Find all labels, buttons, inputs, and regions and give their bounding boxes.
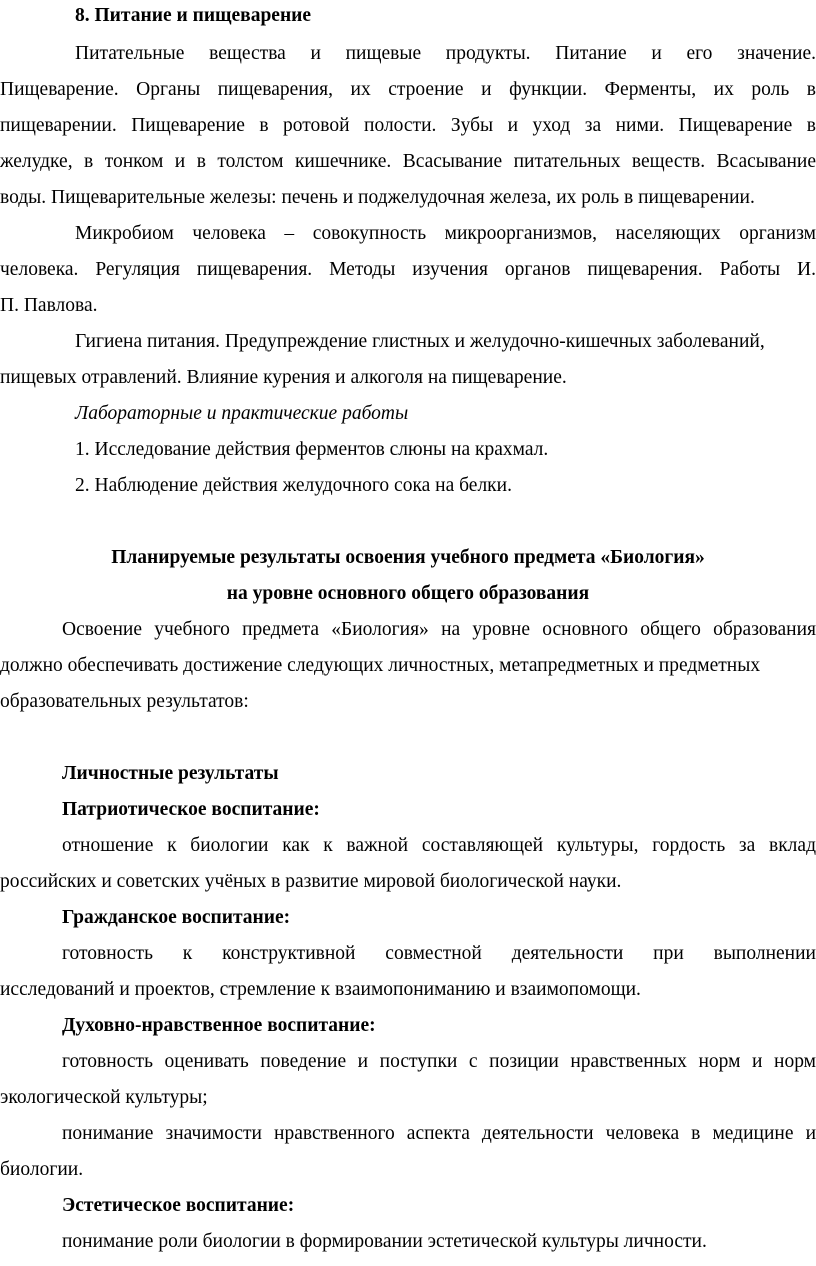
paragraph-line: исследований и проектов, стремление к взаимопониманию и взаимопомощи. <box>0 979 641 1000</box>
paragraph-line: Пищеварение. Органы пищеварения, их строение и функции. Ферменты, их роль в <box>0 79 816 100</box>
patriotic-heading: Патриотическое воспитание: <box>62 799 320 820</box>
paragraph-line: пищевых отравлений. Влияние курения и алкоголя на пищеварение. <box>0 367 567 388</box>
paragraph-line: образовательных результатов: <box>0 691 249 712</box>
paragraph-line: понимание роли биологии в формировании эстетической культуры личности. <box>62 1231 707 1252</box>
paragraph-line: Гигиена питания. Предупреждение глистных и желудочно-кишечных заболеваний, <box>75 331 765 352</box>
section-heading-nutrition: 8. Питание и пищеварение <box>75 5 312 26</box>
paragraph-line: готовность оценивать поведение и поступки с позиции нравственных норм и норм <box>62 1051 816 1072</box>
moral-heading: Духовно-нравственное воспитание: <box>62 1015 376 1036</box>
paragraph-line: российских и советских учёных в развитие мировой биологической науки. <box>0 871 622 892</box>
paragraph-line: человека. Регуляция пищеварения. Методы изучения органов пищеварения. Работы И. <box>0 259 816 280</box>
paragraph-line: желудке, в тонком и в толстом кишечнике. Всасывание питательных веществ. Всасывание <box>0 151 816 172</box>
paragraph-line: биологии. <box>0 1159 84 1180</box>
paragraph-line: Освоение учебного предмета «Биология» на уровне основного общего образования <box>62 619 816 640</box>
paragraph-line: должно обеспечивать достижение следующих личностных, метапредметных и предметных <box>0 655 761 676</box>
paragraph-line: готовность к конструктивной совместной деятельности при выполнении <box>62 943 816 964</box>
paragraph-line: отношение к биологии как к важной составляющей культуры, гордость за вклад <box>62 835 816 856</box>
lab-item: 2. Наблюдение действия желудочного сока на белки. <box>75 475 512 496</box>
paragraph-line: понимание значимости нравственного аспекта деятельности человека в медицине и <box>62 1123 816 1144</box>
paragraph-line: П. Павлова. <box>0 295 98 316</box>
paragraph-line: воды. Пищеварительные железы: печень и поджелудочная железа, их роль в пищеварении. <box>0 187 755 208</box>
paragraph-line: Питательные вещества и пищевые продукты. Питание и его значение. <box>75 43 816 64</box>
paragraph-line: пищеварении. Пищеварение в ротовой полости. Зубы и уход за ними. Пищеварение в <box>0 115 816 136</box>
lab-item: 1. Исследование действия ферментов слюны на крахмал. <box>75 439 549 460</box>
section-title: Планируемые результаты освоения учебного предмета «Биология» <box>111 547 705 568</box>
civic-heading: Гражданское воспитание: <box>62 907 291 928</box>
aesthetic-heading: Эстетическое воспитание: <box>62 1195 295 1216</box>
lab-works-title: Лабораторные и практические работы <box>75 403 409 424</box>
paragraph-line: Микробиом человека – совокупность микроорганизмов, населяющих организм <box>75 223 816 244</box>
paragraph-line: экологической культуры; <box>0 1087 208 1108</box>
section-subtitle: на уровне основного общего образования <box>226 583 590 604</box>
personal-results-heading: Личностные результаты <box>62 763 279 784</box>
